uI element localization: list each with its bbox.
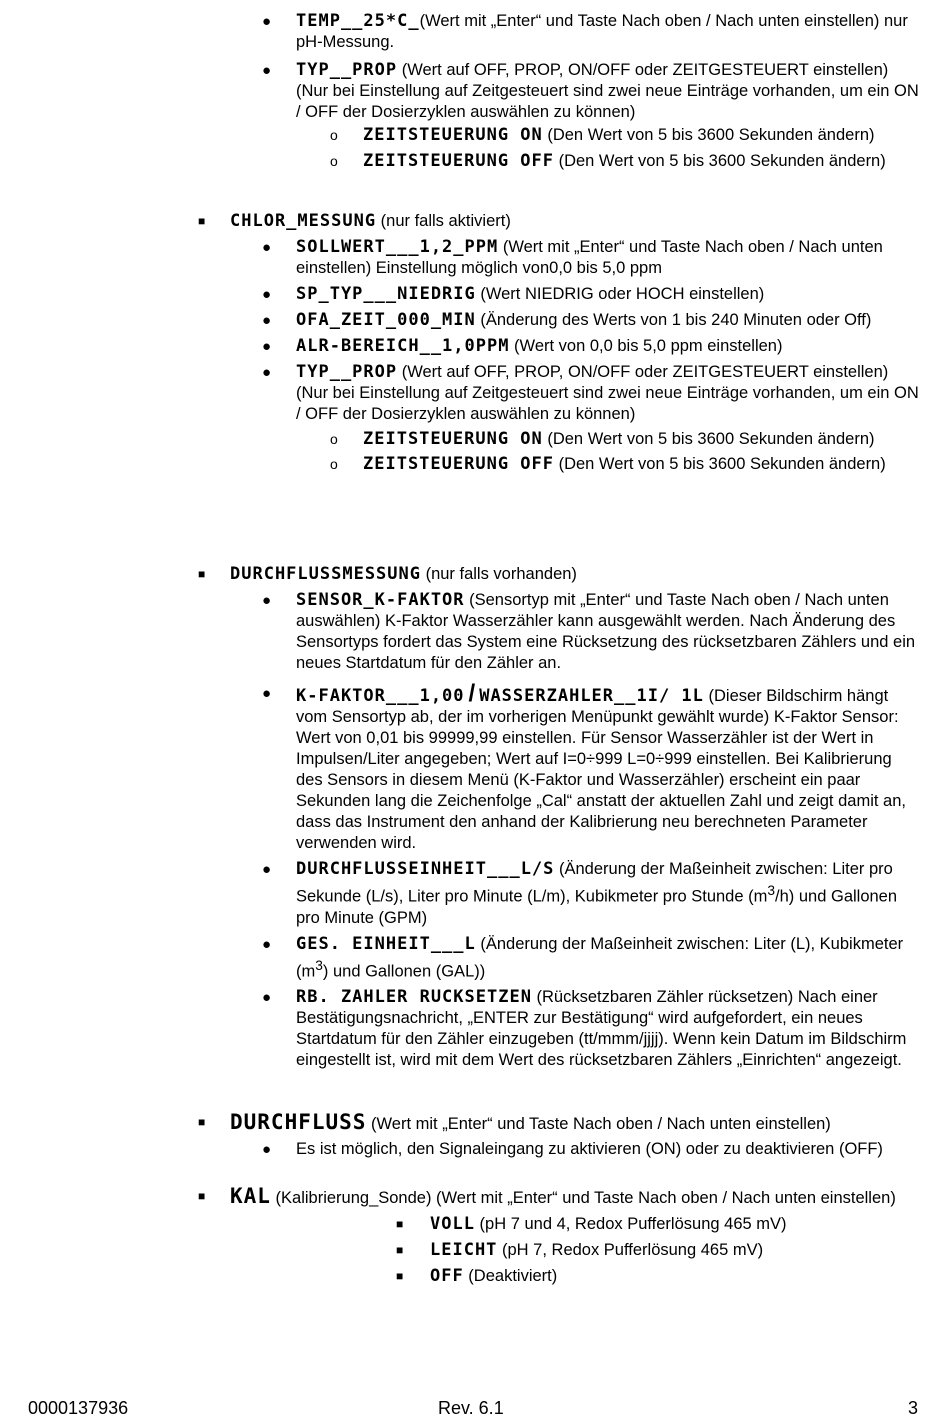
sub-item-zeitsteuerung-off xyxy=(0,151,923,172)
superscript: 3 xyxy=(315,957,323,973)
item-text: (Wert auf OFF, PROP, ON/OFF oder ZEITGESTEUERT einstellen) xyxy=(397,61,889,79)
bullet-square-icon: ■ xyxy=(396,1269,404,1283)
list-item-k-faktor xyxy=(0,680,920,854)
list-item-ofa-zeit xyxy=(0,310,920,331)
menu-code: TYP__PROP xyxy=(296,60,398,80)
bullet-disc-icon: ● xyxy=(262,861,272,878)
menu-code: CHLOR_MESSUNG xyxy=(230,211,377,231)
menu-code: DURCHFLUSSEINHEIT___L/S xyxy=(296,859,555,879)
sub-item-zeitsteuerung-on xyxy=(0,429,923,450)
bullet-circle-icon: o xyxy=(330,456,338,472)
bullet-disc-icon: ● xyxy=(262,13,272,30)
list-item-ges-einheit xyxy=(0,934,920,983)
item-text: (Wert von 0,0 bis 5,0 ppm einstellen) xyxy=(509,337,783,355)
item-note: (Nur bei Einstellung auf Zeitgesteuert sind zwei neue Einträge vorhanden, um ein ON / OFF der Dosierzyklen auswählen zu können) xyxy=(296,384,919,423)
list-item-signaleingang xyxy=(0,1139,920,1160)
sub-item-zeitsteuerung-on xyxy=(0,125,923,146)
menu-code: SOLLWERT___1,2_PPM xyxy=(296,237,499,257)
list-item-rb-zahler xyxy=(0,987,920,1071)
item-text: (Sensortyp mit „Enter“ und Taste Nach oben / Nach unten auswählen) K-Faktor Wasserzähler kann ausgewählt werden. Nach Änderung des Sensortyps fordert das System eine Rücksetzung des rücksetzbaren Zählers und ein neues Startdatum für den Zähler an. xyxy=(296,591,916,672)
bullet-disc-icon: ● xyxy=(262,286,272,303)
item-text: (Wert NIEDRIG oder HOCH einstellen) xyxy=(475,285,765,303)
menu-code: TYP__PROP xyxy=(296,362,398,382)
list-item-sp-typ xyxy=(0,284,920,305)
item-text: (Änderung der Maßeinheit zwischen: Liter (L), Kubikmeter (m xyxy=(296,934,904,980)
list-item-durchflusseinheit xyxy=(0,859,920,929)
menu-code: ZEITSTEUERUNG ON xyxy=(363,429,543,449)
bullet-disc-icon: ● xyxy=(262,1141,272,1158)
bullet-disc-icon: ● xyxy=(262,62,272,79)
bullet-disc-icon: ● xyxy=(262,935,272,953)
footer-doc-number: 0000137936 xyxy=(28,1398,129,1418)
bullet-disc-icon: ● xyxy=(262,312,272,329)
bullet-disc-icon: ● xyxy=(262,989,272,1006)
list-item-typ xyxy=(0,362,920,425)
item-text: Es ist möglich, den Signaleingang zu aktivieren (ON) oder zu deaktivieren (OFF) xyxy=(296,1140,883,1158)
menu-code: ZEITSTEUERUNG OFF xyxy=(363,151,554,171)
footer-page-number: 3 xyxy=(908,1398,919,1418)
menu-code: ALR-BEREICH__1,0PPM xyxy=(296,336,510,356)
menu-code: TEMP__25*C_ xyxy=(296,11,420,31)
bullet-square-icon: ■ xyxy=(396,1217,404,1231)
item-text: (nur falls aktiviert) xyxy=(376,212,511,230)
menu-code: RB. ZAHLER RUCKSETZEN xyxy=(296,987,532,1007)
bullet-square-icon: ■ xyxy=(198,1115,206,1129)
list-item-sollwert xyxy=(0,237,920,279)
list-item-alr-bereich xyxy=(0,336,920,357)
section-durchfluss xyxy=(0,1112,920,1160)
menu-code: ZEITSTEUERUNG ON xyxy=(363,125,543,145)
menu-code: DURCHFLUSS xyxy=(230,1110,367,1134)
bullet-disc-icon: ● xyxy=(262,338,272,355)
superscript: 3 xyxy=(767,883,776,898)
section-heading xyxy=(0,1186,920,1209)
menu-code: GES. EINHEIT___L xyxy=(296,933,476,954)
menu-code: KAL xyxy=(230,1184,271,1208)
menu-code: OFA_ZEIT_000_MIN xyxy=(296,310,476,330)
list-item-sensor-k-faktor xyxy=(0,590,920,674)
item-text: (Wert mit „Enter“ und Taste Nach oben / Nach unten einstellen) nur pH-Messung. xyxy=(296,12,908,51)
bullet-circle-icon: o xyxy=(330,431,338,447)
item-text: (Wert mit „Enter“ und Taste Nach oben / Nach unten einstellen) Einstellung möglich von0,0 bis 5,0 ppm xyxy=(296,238,883,277)
list-item-off xyxy=(0,1266,920,1287)
item-text-cont: /h) und Gallonen pro Minute (GPM) xyxy=(296,887,898,927)
item-text: (Den Wert von 5 bis 3600 Sekunden ändern) xyxy=(554,455,886,473)
sub-item-zeitsteuerung-off xyxy=(0,454,923,475)
item-text: (Änderung des Werts von 1 bis 240 Minuten oder Off) xyxy=(475,311,872,329)
menu-code: SENSOR_K-FAKTOR xyxy=(296,590,465,610)
bullet-disc-icon: ● xyxy=(262,592,272,609)
item-text: (Rücksetzbaren Zähler rücksetzen) Nach einer Bestätigungsnachricht, „ENTER zur Bestätigung“ wird aufgefordert, ein neues Startdatum für den Zähler einzugeben (tt/mmm/jjjj). Wenn kein Datum im Bildschirm eingestellt ist, wird mit dem Wert des rücksetzbaren Zählers „Einrichten“ angezeigt. xyxy=(296,988,907,1069)
item-text-cont: ) und Gallonen (GAL)) xyxy=(322,962,486,980)
item-text: (pH 7 und 4, Redox Pufferlösung 465 mV) xyxy=(474,1215,787,1233)
item-text: (Den Wert von 5 bis 3600 Sekunden ändern) xyxy=(542,430,875,448)
section-chlor-messung xyxy=(0,211,923,475)
footer-revision: Rev. 6.1 xyxy=(438,1398,504,1418)
bullet-disc-icon: ● xyxy=(262,239,272,256)
item-text: (pH 7, Redox Pufferlösung 465 mV) xyxy=(497,1241,764,1259)
bullet-disc-icon: ● xyxy=(262,685,272,702)
section-heading xyxy=(0,564,920,585)
menu-code: LEICHT xyxy=(430,1240,498,1260)
menu-code: ZEITSTEUERUNG OFF xyxy=(363,454,554,474)
list-item-leicht xyxy=(0,1240,920,1261)
list-item-voll xyxy=(0,1214,920,1235)
menu-code: VOLL xyxy=(430,1214,475,1234)
menu-code-2: WASSERZAHLER__1I/ 1L xyxy=(479,686,704,706)
item-text: (Dieser Bildschirm hängt vom Sensortyp ab, der im vorherigen Menüpunkt gewählt wurde) K-Faktor Sensor: Wert von 0,01 bis 99999,99 einstellen. Für Sensor Wasserzähler ist der Wert in Impulsen/Liter angegeben; Wert auf I=0÷999 L=0÷999 einstellen. Bei Kalibrierung des Sensors in diesem Menü (K-Faktor und Wasserzähler) erscheint ein paar Sekunden lang die Zeichenfolge „Cal“ anstatt der aktuellen Zahl und zeigt damit an, dass das Instrument den anhand der Kalibrierung neu berechneten Parameter verwenden wird. xyxy=(296,687,906,852)
menu-code: DURCHFLUSSMESSUNG xyxy=(230,564,421,584)
item-text: (Den Wert von 5 bis 3600 Sekunden ändern) xyxy=(554,152,886,170)
bullet-circle-icon: o xyxy=(330,127,338,143)
section-kal xyxy=(0,1186,920,1287)
item-text: (Änderung der Maßeinheit zwischen: Liter pro Sekunde (L/s), Liter pro Minute (L/m), Kubikmeter pro Stunde (m xyxy=(296,860,893,906)
item-text: (Den Wert von 5 bis 3600 Sekunden ändern) xyxy=(542,126,875,144)
bullet-square-icon: ■ xyxy=(396,1243,404,1257)
bullet-square-icon: ■ xyxy=(198,567,206,581)
separator-slash: / xyxy=(468,680,476,707)
bullet-square-icon: ■ xyxy=(198,214,206,228)
bullet-square-icon: ■ xyxy=(198,1189,206,1203)
item-text: (Wert auf OFF, PROP, ON/OFF oder ZEITGESTEUERT einstellen) xyxy=(397,363,889,381)
menu-code: K-FAKTOR___1,00 xyxy=(296,686,465,706)
section-heading xyxy=(0,1112,920,1135)
item-text: (Kalibrierung_Sonde) (Wert mit „Enter“ und Taste Nach oben / Nach unten einstellen) xyxy=(270,1189,896,1207)
bullet-disc-icon: ● xyxy=(262,364,272,381)
item-text: (nur falls vorhanden) xyxy=(421,565,577,583)
section-durchflussmessung xyxy=(0,564,920,1071)
menu-code: SP_TYP___NIEDRIG xyxy=(296,284,476,304)
list-item-temp xyxy=(0,11,920,53)
menu-code: OFF xyxy=(430,1266,464,1286)
list-item-typ xyxy=(0,60,920,172)
section-heading xyxy=(0,211,920,232)
item-note: (Nur bei Einstellung auf Zeitgesteuert sind zwei neue Einträge vorhanden, um ein ON / OFF der Dosierzyklen auswählen zu können) xyxy=(296,82,919,121)
bullet-circle-icon: o xyxy=(330,153,338,169)
item-text: (Deaktiviert) xyxy=(463,1267,558,1285)
item-text: (Wert mit „Enter“ und Taste Nach oben / Nach unten einstellen) xyxy=(366,1115,831,1133)
